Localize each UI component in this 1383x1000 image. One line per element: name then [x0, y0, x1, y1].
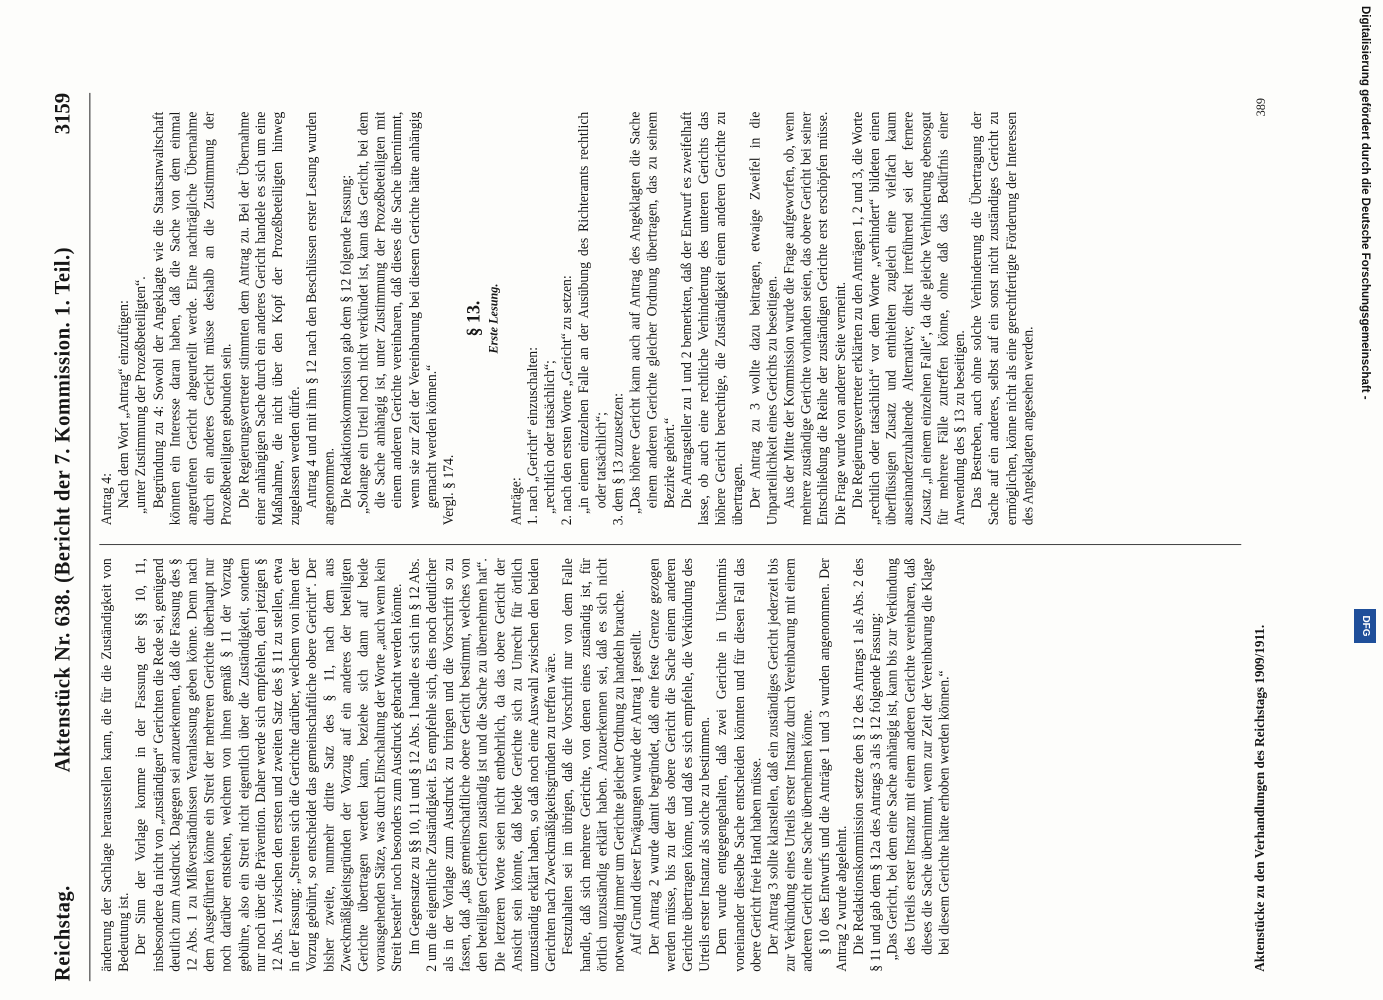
quoted-provision: „Solange ein Urteil noch nicht verkündet ist, kann das Gericht, bei dem die Sache anhängig ist, unter Zustimmung der Prozeßbeteiligten mit einem anderen Gerichte vereinbaren, daß dieses die Sache übernimmt, wenn sie zur Zeit der Vereinbarung bei diesem Gerichte hätte anhängig gemacht werden können.“ — [355, 111, 440, 515]
section-heading: § 13. — [463, 300, 485, 337]
motion-item: 3. dem § 13 zuzusetzen: — [610, 393, 627, 526]
motion-item: 1. nach „Gericht“ einzuschalten: — [525, 347, 542, 526]
quoted-insertion: „rechtlich oder tatsächlich“; — [542, 360, 559, 515]
paragraph: § 10 des Entwurfs und die Anträge 1 und 3 wurden angenommen. Der Antrag 2 wurde abgelehnt. — [816, 558, 850, 972]
paragraph: Die Regierungsvertreter erklärten zu den Anträgen 1, 2 und 3, die Worte „rechtlich oder tatsächlich“ vor dem Worte „verhindert“ bildeten einen überflüssigen Zusatz und enthielten zugleich eine vielfach kaum auseinanderzuhaltende Alternative; direkt irreführend sei der fernere Zusatz „in einem einzelnen Falle“, da die gleiche Verhinderung ebensogut für mehrere Fälle zutreffen könne, ohne daß das Bedürfnis einer Anwendung des § 13 zu beseitigen. — [849, 111, 969, 526]
paragraph: Die Regierungsvertreter stimmten dem Antrag zu. Bei der Übernahme einer anhängigen Sache durch ein anderes Gericht handele es sich um eine Maßnahme, die nicht über den Kopf der Prozeßbeteiligten hinweg zugelassen werden dürfe. — [235, 111, 304, 526]
page-number: 3159 — [49, 92, 75, 135]
paragraph: Im Gegensatze zu §§ 10, 11 und § 12 Abs. 1 handle es sich im § 12 Abs. 2 um die eigentliche Zuständigkeit. Es empfehle sich, dies noch deutlicher als in der Vorlage zum Ausdruck zu bringen und die Vorschrift so zu fassen, daß „das gemeinschaftliche obere Gericht bestimmt, welches von den beteiligten Gerichten zuständig ist und die Sache zu übernehmen hat“. Die letzteren Worte seien nicht entbehrlich, da das obere Gericht der Ansicht sein könnte, daß beide Gerichte sich zu Unrecht für örtlich unzuständig erklärt haben, so daß noch eine Auswahl zwischen den beiden Gerichten nach Zweckmäßigkeitsgründen zu treffen wäre. — [406, 558, 560, 972]
reading-heading: Erste Lesung. — [486, 283, 501, 354]
paragraph: Vergl. § 174. — [440, 454, 457, 526]
paragraph: Dem wurde entgegengehalten, daß zwei Gerichte in Unkenntnis voneinander dieselbe Sache entscheiden könnten und für diesen Fall das obere Gericht freie Hand haben müsse. — [714, 558, 765, 972]
quoted-provision: „Das Gericht, bei dem eine Sache anhängig ist, kann bis zur Verkündung des Urteils erster Instanz mit einem anderen Gerichte vereinbaren, daß dieses die Sache übernimmt, wenn zur Zeit der Vereinbarung die Klage bei diesem Gerichte hätte erhoben werden können.“ — [885, 558, 953, 961]
paragraph: Antrag 4 und mit ihm § 12 nach den Beschlüssen erster Lesung wurden angenommen. — [304, 111, 338, 526]
paragraph: Antrag 4: — [99, 473, 116, 526]
paragraph: Auf Grund dieser Erwägungen wurde der Antrag 1 gestellt. — [628, 629, 645, 955]
running-header — [50, 93, 91, 981]
paragraph: Die Redaktionskommission setzte den § 12 des Antrags 1 als Abs. 2 des § 11 und gab dem § 12a des Antrags 3 als § 12 folgende Fassung: — [850, 558, 884, 972]
paragraph: Das Bestreben, auch ohne solche Verhinderung die Übertragung der Sache auf ein anderes, selbst auf ein sonst nicht zuständiges Gericht zu ermöglichen, könne nicht als eine gerechtfertigte Förderung der Interessen des Angeklagten angesehen werden. — [969, 111, 1037, 526]
footer-note: Aktenstücke zu den Verhandlungen des Reichstags 1909/1911. — [1253, 624, 1269, 972]
dfg-logo-label: DFG — [1360, 615, 1371, 637]
dfg-logo — [1354, 609, 1376, 643]
paragraph: Die Antragsteller zu 1 und 2 bemerkten, daß der Entwurf es zweifelhaft lasse, ob auch eine rechtliche Verhinderung des unteren Gerichts das höhere Gericht berechtige, die Zuständigkeit einem anderen Gerichte zu übertragen. — [678, 111, 747, 526]
quoted-insertion: „unter Zustimmung der Prozeßbeteiligten“. — [133, 276, 150, 515]
right-column — [99, 112, 1241, 526]
left-column — [99, 558, 1241, 972]
header-title: Aktenstück Nr. 638. (Bericht der 7. Kommission. 1. Teil.) — [49, 247, 75, 773]
page-content — [0, 60, 1373, 1000]
paragraph: Der Sinn der Vorlage komme in der Fassung der §§ 10, 11, insbesondere da nicht von „zuständigen“ Gerichten die Rede sei, genügend deutlich zum Ausdruck. Dagegen sei anzuerkennen, daß die Fassung des § 12 Abs. 1 zu Mißverständnissen Veranlassung geben könne. Denn nach dem Ausgeführten könne ein Streit der mehreren Gerichte überhaupt nur noch darüber entstehen, welchem von ihnen gemäß § 11 der Vorzug gebühre, also ein Streit nicht eigentlich über die Zuständigkeit, sondern nur noch über die Prävention. Daher werde sich empfehlen, den jetzigen § 12 Abs. 1 zwischen den ersten und zweiten Satz des § 11 zu stellen, etwa in der Fassung: „Streiten sich die Gerichte darüber, welchem von ihnen der Vorzug gebührt, so entscheidet das gemeinschaftliche obere Gericht“. Der bisher zweite, nunmehr dritte Satz des § 11, nach dem aus Zweckmäßigkeitsgründen der Vorzug auf ein anderes der beteiligten Gerichte übertragen werden kann, beziehe sich dann auf beide vorausgehenden Sätze, was durch Einschaltung der Worte „auch wenn kein Streit besteht“ noch besonders zum Ausdruck gebracht werden könnte. — [133, 558, 406, 972]
paragraph: Nach dem Wort „Antrag“ einzufügen: — [116, 300, 133, 509]
paragraph: Der Antrag zu 3 wollte dazu beitragen, etwaige Zweifel in die Unparteilichkeit eines Gerichts zu beseitigen. — [747, 111, 781, 526]
sheet-number: 389 — [1253, 98, 1269, 117]
paragraph: Der Antrag 3 sollte klarstellen, daß ein zuständiges Gericht jederzeit bis zur Verkündung eines Urteils erster Instanz durch Vereinbarung mit einem anderen Gericht eine Sache übernehmen könne. — [765, 558, 816, 972]
paragraph: Anträge: — [508, 477, 524, 526]
paragraph: Festzuhalten sei im übrigen, daß die Vorschrift nur von dem Falle handle, daß sich mehrere Gerichte, von denen eines zuständig ist, für örtlich unzuständig erklärt haben. Anzuerkennen sei, daß es sich nicht notwendig immer um Gerichte gleicher Ordnung zu handeln brauche. — [560, 558, 628, 972]
paragraph: Der Antrag 2 wurde damit begründet, daß eine feste Grenze gezogen werden müsse, bis zu der das obere Gericht die Sache einem anderen Gerichte übertragen könne, und daß es sich empfehle, die Verkündung des Urteils erster Instanz als solche zu bestimmen. — [645, 558, 714, 972]
digitization-watermark — [1352, 6, 1378, 646]
paragraph: Begründung zu 4: Sowohl der Angeklagte wie die Staatsanwaltschaft könnten ein Interesse daran haben, daß die Sache von dem einmal angerufenen Gericht abgeurteilt werde. Eine nachträgliche Übernahme durch ein anderes Gericht müsse deshalb an die Zustimmung der Prozeßbeteiligten gebunden sein. — [150, 111, 235, 526]
motion-item: 2. nach den ersten Worte „Gericht“ zu setzen: — [559, 275, 576, 526]
column-divider — [99, 544, 1241, 545]
paragraph: Aus der Mitte der Kommission wurde die Frage aufgeworfen, ob, wenn mehrere zuständige Gerichte vorhanden seien, das obere Gericht bei seiner Entschließung die Reihe der zuständigen Gerichte erst erschöpfen müsse. Die Frage wurde von anderer Seite verneint. — [781, 111, 849, 526]
quoted-insertion: „in einem einzelnen Falle an der Ausübung des Richteramts rechtlich oder tatsächlich“; — [576, 111, 610, 515]
quoted-insertion: „Das höhere Gericht kann auch auf Antrag des Angeklagten die Sache einem anderen Gerichte gleicher Ordnung übertragen, das zu seinem Bezirke gehört.“ — [627, 111, 678, 515]
paragraph: änderung der Sachlage herausstellen kann, die für die Zuständigkeit von Bedeutung ist. — [99, 558, 133, 972]
header-left: Reichstag. — [49, 885, 75, 982]
watermark-text: Digitalisierung gefördert durch die Deutsche Forschungsgemeinschaft - — [1359, 6, 1371, 400]
paragraph: Die Redaktionskommission gab dem § 12 folgende Fassung: — [338, 174, 355, 509]
